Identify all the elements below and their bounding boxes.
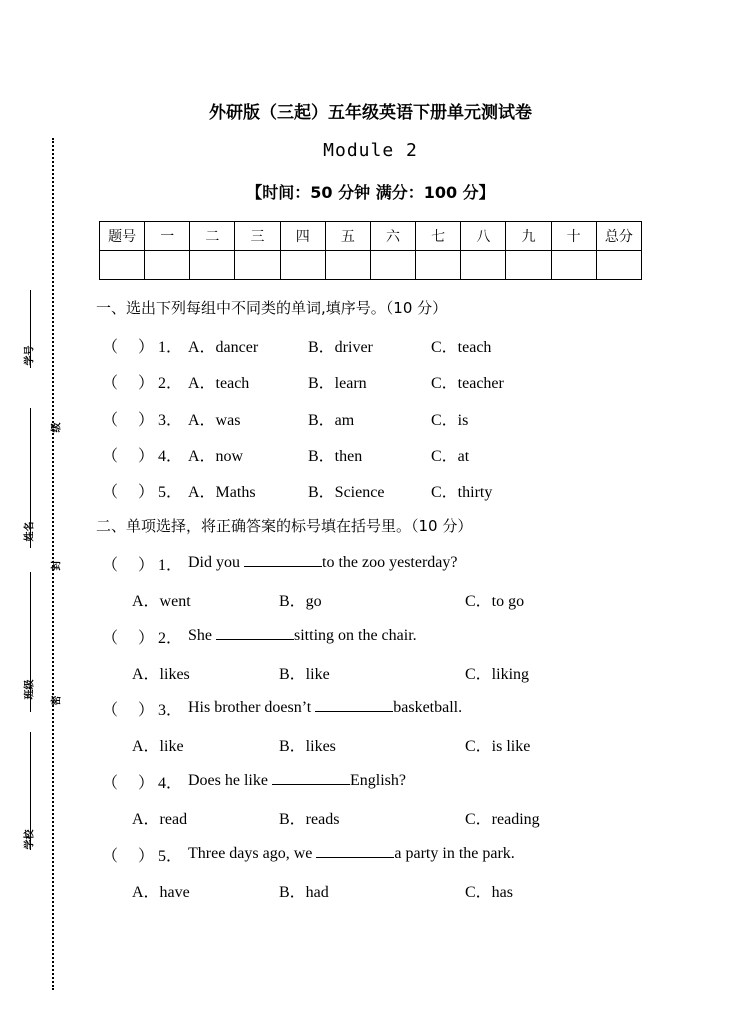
option-c: C．is like [465, 738, 531, 755]
score-cell[interactable] [190, 251, 235, 280]
answer-paren-close: ） [138, 702, 155, 719]
question-text [188, 770, 406, 790]
option-a: A．have [132, 884, 190, 901]
item-number: 3． [158, 412, 183, 429]
question-post: to the zoo yesterday? [322, 554, 458, 571]
score-header-cell: 总分 [596, 222, 641, 251]
label-class: 班级 [24, 679, 36, 700]
question-pre: She [188, 627, 216, 644]
score-cell[interactable] [551, 251, 596, 280]
answer-blank [272, 770, 350, 785]
answer-paren-open: （ [102, 630, 119, 647]
answer-paren-open: （ [102, 339, 119, 356]
page-title: 外研版（三起）五年级英语下册单元测试卷 [209, 103, 532, 123]
score-cell[interactable] [461, 251, 506, 280]
question-text [188, 625, 417, 645]
option-c: C．is [431, 412, 469, 429]
score-header-cell: 六 [370, 222, 415, 251]
score-cell[interactable] [416, 251, 461, 280]
question-post: English? [349, 772, 406, 789]
option-a: A．Maths [188, 484, 256, 501]
option-a: A．teach [188, 375, 250, 392]
score-cell[interactable] [100, 251, 145, 280]
score-cell[interactable] [506, 251, 551, 280]
option-a: A．likes [132, 666, 190, 683]
question-post: a party in the park. [394, 845, 515, 862]
score-header-cell: 九 [506, 222, 551, 251]
option-b: B．like [279, 666, 330, 683]
question-text [188, 697, 462, 717]
answer-paren-open: （ [102, 848, 119, 865]
label-name: 姓名 [24, 521, 36, 542]
item-number: 2． [158, 630, 183, 647]
option-a: A．now [188, 448, 244, 465]
item-number: 4． [158, 775, 183, 792]
option-a: A．read [132, 811, 188, 828]
answer-paren-open: （ [102, 375, 119, 392]
score-header-cell: 十 [551, 222, 596, 251]
label-student-id: 学号 [24, 345, 36, 366]
question-pre: Three days ago, we [188, 845, 317, 862]
answer-paren-close: ） [138, 484, 155, 501]
answer-paren-close: ） [138, 448, 155, 465]
question-pre: Does he like [188, 772, 272, 789]
score-cell[interactable] [280, 251, 325, 280]
option-c: C．reading [465, 811, 540, 828]
question-pre: Did you [188, 554, 244, 571]
question-text [188, 552, 458, 572]
score-header-cell: 题号 [100, 222, 145, 251]
answer-paren-open: （ [102, 702, 119, 719]
section2-heading: 二、单项选择，将正确答案的标号填在括号里。（10 分） [96, 517, 473, 535]
question-post: sitting on the chair. [294, 627, 417, 644]
option-c: C．to go [465, 593, 525, 610]
option-b: B．likes [279, 738, 336, 755]
answer-paren-open: （ [102, 412, 119, 429]
module-title: Module 2 [323, 140, 418, 161]
score-header-cell: 二 [190, 222, 235, 251]
option-b: B．reads [279, 811, 340, 828]
score-header-cell: 三 [235, 222, 280, 251]
option-a: A．dancer [188, 339, 259, 356]
item-number: 3． [158, 702, 183, 719]
answer-paren-close: ） [138, 557, 155, 574]
score-header-cell: 八 [461, 222, 506, 251]
score-header-cell: 五 [325, 222, 370, 251]
option-b: B．learn [308, 375, 367, 392]
answer-paren-close: ） [138, 375, 155, 392]
answer-paren-open: （ [102, 448, 119, 465]
answer-paren-close: ） [138, 630, 155, 647]
score-header-cell: 一 [145, 222, 190, 251]
answer-paren-open: （ [102, 484, 119, 501]
label-secret: 密 [51, 695, 63, 706]
answer-paren-close: ） [138, 412, 155, 429]
option-c: C．thirty [431, 484, 493, 501]
label-seal: 封 [51, 560, 63, 571]
option-c: C．liking [465, 666, 530, 683]
option-c: C．teacher [431, 375, 504, 392]
answer-blank [244, 552, 322, 567]
time-info: 【时间：50 分钟 满分：100 分】 [246, 183, 495, 202]
label-school: 学校 [24, 829, 36, 850]
score-header-cell: 四 [280, 222, 325, 251]
option-b: B．Science [308, 484, 385, 501]
option-c: C．has [465, 884, 514, 901]
score-cell[interactable] [235, 251, 280, 280]
option-c: C．at [431, 448, 470, 465]
answer-paren-close: ） [138, 339, 155, 356]
score-table-blank-row [100, 251, 642, 280]
answer-paren-open: （ [102, 557, 119, 574]
score-cell[interactable] [325, 251, 370, 280]
answer-paren-open: （ [102, 775, 119, 792]
option-b: B．go [279, 593, 322, 610]
option-c: C．teach [431, 339, 492, 356]
option-b: B．had [279, 884, 329, 901]
answer-blank [216, 625, 294, 640]
item-number: 5． [158, 848, 183, 865]
option-a: A．was [188, 412, 241, 429]
option-a: A．went [132, 593, 191, 610]
label-grade: 级 [51, 422, 63, 433]
score-cell[interactable] [370, 251, 415, 280]
answer-paren-close: ） [138, 775, 155, 792]
option-b: B．am [308, 412, 355, 429]
item-number: 1． [158, 557, 183, 574]
option-a: A．like [132, 738, 184, 755]
question-pre: His brother doesn’t [188, 699, 316, 716]
option-b: B．driver [308, 339, 373, 356]
score-header-cell: 七 [416, 222, 461, 251]
score-table-header-row [100, 222, 642, 251]
option-b: B．then [308, 448, 363, 465]
answer-paren-close: ） [138, 848, 155, 865]
item-number: 2． [158, 375, 183, 392]
score-cell[interactable] [596, 251, 641, 280]
score-table [99, 221, 642, 280]
section1-heading: 一、选出下列每组中不同类的单词,填序号。（10 分） [96, 299, 448, 317]
answer-blank [315, 697, 393, 712]
question-text [188, 843, 515, 863]
item-number: 5． [158, 484, 183, 501]
item-number: 1． [158, 339, 183, 356]
score-cell[interactable] [145, 251, 190, 280]
item-number: 4． [158, 448, 183, 465]
answer-blank [316, 843, 394, 858]
question-post: basketball. [393, 699, 463, 716]
